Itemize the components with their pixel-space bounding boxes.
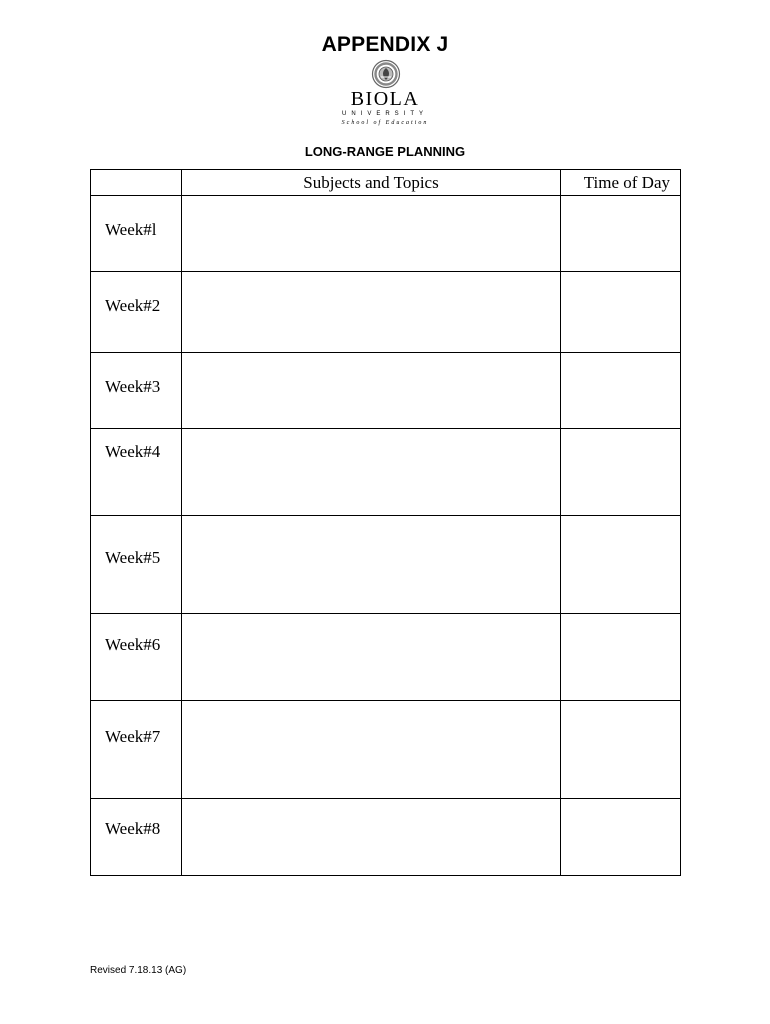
subjects-cell[interactable] bbox=[182, 799, 561, 876]
table-row bbox=[91, 353, 681, 429]
revision-footer: Revised 7.18.13 (AG) bbox=[90, 965, 187, 976]
table-row bbox=[91, 701, 681, 799]
week-label: Week#3 bbox=[91, 353, 182, 429]
time-cell[interactable] bbox=[561, 614, 681, 701]
table-row bbox=[91, 614, 681, 701]
time-cell[interactable] bbox=[561, 353, 681, 429]
header-subjects: Subjects and Topics bbox=[182, 170, 561, 196]
week-label: Week#5 bbox=[91, 516, 182, 614]
table-row bbox=[91, 429, 681, 516]
time-cell[interactable] bbox=[561, 799, 681, 876]
subjects-cell[interactable] bbox=[182, 516, 561, 614]
biola-logo bbox=[335, 58, 435, 128]
table-row bbox=[91, 272, 681, 353]
subjects-cell[interactable] bbox=[182, 429, 561, 516]
header-time-of-day: Time of Day bbox=[561, 170, 681, 196]
subjects-cell[interactable] bbox=[182, 353, 561, 429]
plan-title: LONG-RANGE PLANNING bbox=[304, 144, 466, 159]
week-label: Week#4 bbox=[91, 429, 182, 516]
table-header-row bbox=[91, 170, 681, 196]
biola-emblem-icon bbox=[371, 59, 401, 89]
time-cell[interactable] bbox=[561, 196, 681, 272]
logo-university: UNIVERSITY bbox=[341, 111, 428, 117]
subjects-cell[interactable] bbox=[182, 701, 561, 799]
week-label: Week#8 bbox=[91, 799, 182, 876]
time-cell[interactable] bbox=[561, 272, 681, 353]
week-label: Week#6 bbox=[91, 614, 182, 701]
table-row bbox=[91, 799, 681, 876]
subjects-cell[interactable] bbox=[182, 614, 561, 701]
time-cell[interactable] bbox=[561, 701, 681, 799]
subjects-cell[interactable] bbox=[182, 272, 561, 353]
time-cell[interactable] bbox=[561, 516, 681, 614]
header-week-cell bbox=[91, 170, 182, 196]
table-row bbox=[91, 516, 681, 614]
appendix-title: APPENDIX J bbox=[321, 33, 449, 56]
logo-school: School of Education bbox=[341, 120, 429, 126]
logo-name: BIOLA bbox=[350, 88, 420, 110]
planning-table bbox=[90, 169, 681, 876]
week-label: Week#2 bbox=[91, 272, 182, 353]
week-label: Week#l bbox=[91, 196, 182, 272]
week-label: Week#7 bbox=[91, 701, 182, 799]
subjects-cell[interactable] bbox=[182, 196, 561, 272]
time-cell[interactable] bbox=[561, 429, 681, 516]
table-row bbox=[91, 196, 681, 272]
